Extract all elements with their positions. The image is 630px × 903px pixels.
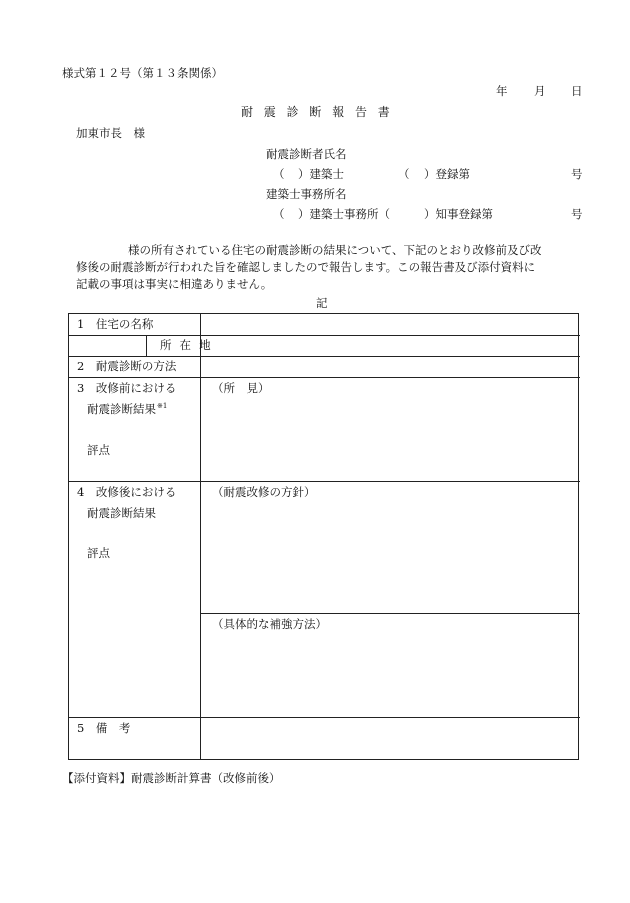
qualification-paren-open: （ (273, 167, 285, 181)
ki-mark: 記 (316, 296, 328, 310)
qualification-architect-label: ）建築士 (298, 167, 344, 181)
post-retrofit-score-label: 評点 (87, 546, 110, 560)
reinforcement-method-label: （具体的な補強方法） (212, 617, 327, 631)
diagnosis-method-label: 2 耐震診断の方法 (77, 359, 177, 373)
addressee: 加東市長 様 (76, 126, 145, 140)
pre-retrofit-result-label (87, 403, 167, 416)
date-year-label: 年 (496, 84, 508, 98)
retrofit-policy-label: （耐震改修の方針） (212, 485, 316, 499)
body-line-2: 修後の耐震診断が行われた旨を確認しましたので報告します。この報告書及び添付資料に (76, 260, 536, 274)
location-sub-divider (146, 335, 147, 356)
row-divider-4-inner (200, 613, 580, 614)
date-month-label: 月 (534, 84, 546, 98)
body-line-3: 記載の事項は事実に相違ありません。 (76, 277, 273, 291)
governor-registration-suffix: 号 (571, 207, 583, 221)
findings-label: （所 見） (212, 381, 270, 395)
diagnostician-name-label: 耐震診断者氏名 (266, 147, 347, 161)
body-line-1: 様の所有されている住宅の耐震診断の結果について、下記のとおり改修前及び改 (128, 243, 542, 257)
row-divider-2 (69, 356, 580, 357)
pre-retrofit-label: 3 改修前における (77, 381, 177, 395)
attachment-note: 【添付資料】耐震診断計算書（改修前後） (62, 771, 281, 785)
row-divider-5 (69, 717, 580, 718)
pre-retrofit-result-text: 耐震診断結果 (87, 402, 156, 416)
form-number: 様式第１２号（第１３条関係） (62, 66, 223, 80)
post-retrofit-label: 4 改修後における (77, 485, 177, 499)
location-label: 所在地 (160, 338, 219, 352)
office-paren-open: （ (273, 207, 285, 221)
registration-number-label: ）登録第 (424, 167, 470, 181)
post-retrofit-result-label: 耐震診断結果 (87, 506, 156, 520)
footnote-marker: ※1 (157, 402, 168, 410)
report-form-table (68, 313, 579, 760)
date-day-label: 日 (571, 84, 583, 98)
pre-retrofit-score-label: 評点 (87, 443, 110, 457)
remarks-label: 5 備 考 (77, 721, 131, 735)
office-name-label: 建築士事務所名 (266, 187, 347, 201)
row-divider-3 (69, 377, 580, 378)
label-column-divider (200, 314, 201, 759)
registration-number-suffix: 号 (571, 167, 583, 181)
house-name-label: 1 住宅の名称 (77, 317, 154, 331)
registration-paren-open: （ (398, 167, 410, 181)
governor-registration-label: ）知事登録第 (424, 207, 493, 221)
row-divider-4 (69, 481, 580, 482)
office-type-label: ）建築士事務所（ (298, 207, 390, 221)
document-title: 耐震診断報告書 (241, 105, 401, 119)
